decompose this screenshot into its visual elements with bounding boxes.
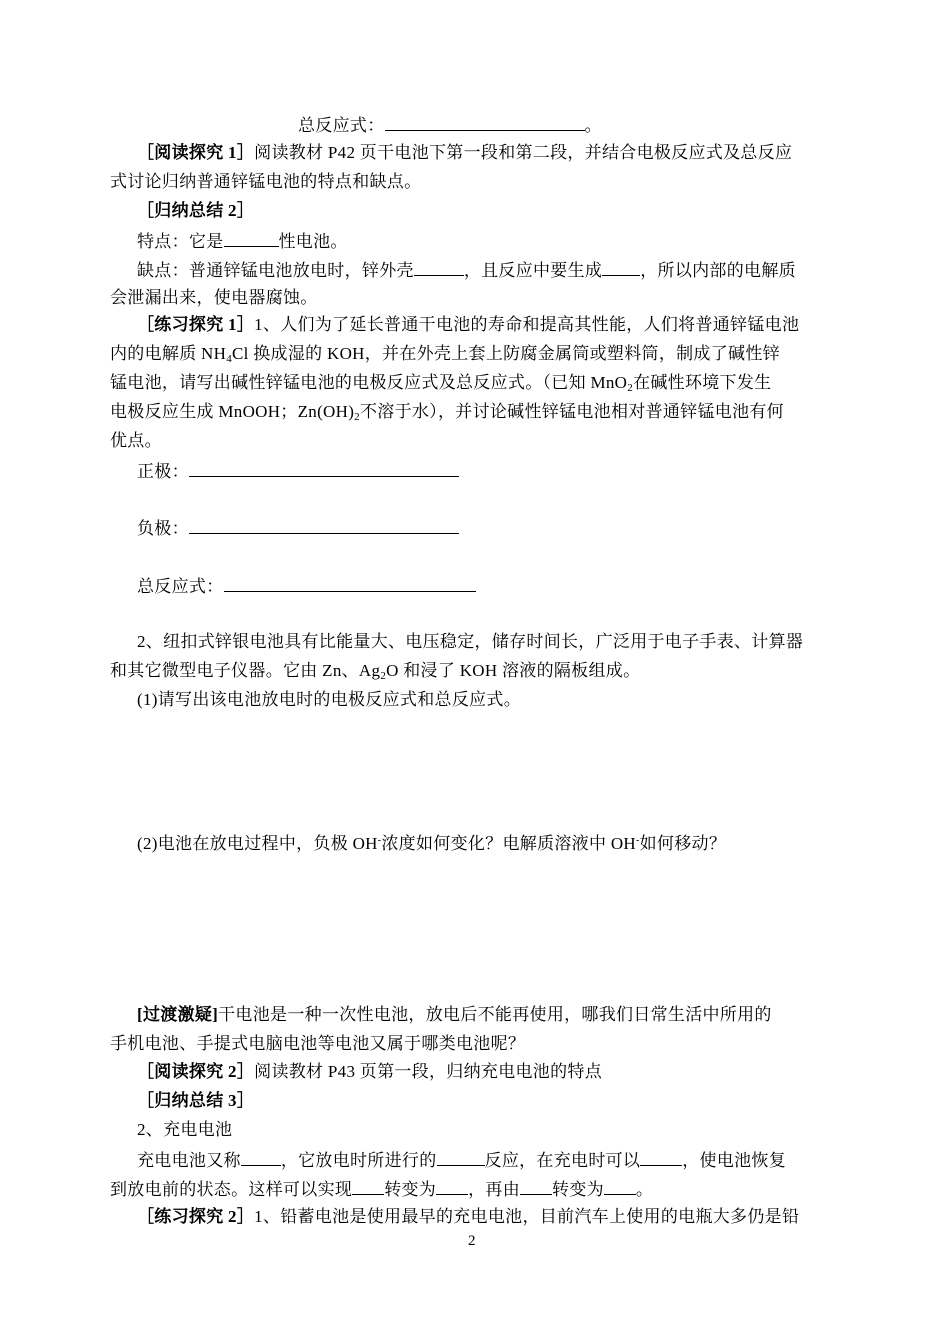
paragraph-line xyxy=(110,344,780,364)
paragraph-text: 1、人们为了延长普通干电池的寿命和提高其性能，人们将普通锌锰电池 xyxy=(254,315,800,334)
question-text: (1)请写出该电池放电时的电极反应式和总反应式。 xyxy=(137,690,522,709)
reading-inquiry-2 xyxy=(137,1062,602,1082)
text: O 和浸了 KOH 溶液的隔板组成。 xyxy=(386,661,641,680)
label: 负极： xyxy=(137,519,189,538)
answer-blank[interactable] xyxy=(414,259,464,276)
text: 。 xyxy=(635,1180,654,1199)
subscript: 4 xyxy=(226,353,233,365)
positive-electrode-line xyxy=(137,460,459,482)
subsection-heading: 2、充电电池 xyxy=(137,1120,233,1139)
section-heading: ［归纳总结 3］ xyxy=(137,1091,255,1110)
text: ，使电池恢复 xyxy=(682,1151,787,1170)
text: 反应，在充电时可以 xyxy=(484,1151,641,1170)
drawback-line xyxy=(137,259,796,281)
section-tag: [过渡激疑] xyxy=(137,1005,219,1024)
text: 充电电池又称 xyxy=(137,1151,241,1170)
paragraph-text: 2、纽扣式锌银电池具有比能量大、电压稳定，储存时间长，广泛用于电子手表、计算器 xyxy=(137,632,804,651)
text: 不溶于水），并讨论碱性锌锰电池相对普通锌锰电池有何 xyxy=(359,402,784,421)
text: 锰电池，请写出碱性锌锰电池的电极反应式及总反应式。（已知 MnO xyxy=(110,373,628,392)
answer-blank[interactable] xyxy=(189,460,459,477)
label: 总反应式： xyxy=(298,116,385,135)
practice-inquiry-2 xyxy=(137,1207,799,1227)
paragraph-text: 干电池是一种一次性电池，放电后不能再使用，哪我们日常生活中所用的 xyxy=(218,1005,772,1024)
answer-blank[interactable] xyxy=(224,230,279,247)
practice-inquiry-1 xyxy=(137,315,799,335)
page-number: 2 xyxy=(468,1233,476,1249)
answer-blank[interactable] xyxy=(640,1149,682,1166)
paragraph-line xyxy=(110,402,784,422)
reading-inquiry-1 xyxy=(137,143,792,163)
label: 总反应式： xyxy=(137,577,224,596)
superscript: - xyxy=(377,835,382,846)
rechargeable-fill-line-2 xyxy=(110,1178,653,1200)
section-tag: ［练习探究 2］ xyxy=(137,1207,255,1226)
section-tag: ［练习探究 1］ xyxy=(137,315,255,334)
answer-blank[interactable] xyxy=(436,1178,468,1195)
answer-blank[interactable] xyxy=(385,114,585,131)
subscript: 2 xyxy=(380,670,387,682)
text: 如何移动？ xyxy=(639,834,727,853)
text: 在碱性环境下发生 xyxy=(633,373,772,392)
paragraph-text: 阅读教材 P42 页干电池下第一段和第二段，并结合电极反应式及总反应 xyxy=(254,143,793,162)
section-tag: ［阅读探究 2］ xyxy=(137,1062,255,1081)
paragraph-text: 手机电池、手提式电脑电池等电池又属于哪类电池呢？ xyxy=(110,1034,526,1053)
label: 正极： xyxy=(137,462,189,481)
feature-line xyxy=(137,230,348,252)
text: 和其它微型电子仪器。它由 Zn、Ag xyxy=(110,661,381,680)
text: 到放电前的状态。这样可以实现 xyxy=(110,1180,353,1199)
subscript: 2 xyxy=(627,382,634,394)
paragraph-text: 1、铅蓄电池是使用最早的充电电池，目前汽车上使用的电瓶大多仍是铅 xyxy=(254,1207,800,1226)
label: ，所以内部的电解质 xyxy=(640,261,796,280)
answer-blank[interactable] xyxy=(520,1178,552,1195)
text: 电极反应生成 MnOOH；Zn(OH) xyxy=(110,402,355,421)
answer-blank[interactable] xyxy=(602,259,640,276)
answer-blank[interactable] xyxy=(241,1149,281,1166)
paragraph-text: 会泄漏出来，使电器腐蚀。 xyxy=(110,288,318,307)
question-text xyxy=(137,834,726,854)
answer-blank[interactable] xyxy=(437,1149,485,1166)
total-reaction-line-2 xyxy=(137,575,476,597)
text: 内的电解质 NH xyxy=(110,344,227,363)
answer-blank[interactable] xyxy=(352,1178,384,1195)
rechargeable-fill-line xyxy=(137,1149,786,1171)
label: 特点：它是 xyxy=(137,232,224,251)
total-reaction-line-1 xyxy=(298,114,602,136)
paragraph-text: 阅读教材 P43 页第一段，归纳充电电池的特点 xyxy=(254,1062,603,1081)
label: 。 xyxy=(584,116,602,135)
text: ，它放电时所进行的 xyxy=(280,1151,437,1170)
label: 缺点：普通锌锰电池放电时，锌外壳 xyxy=(137,261,414,280)
section-heading: ［归纳总结 2］ xyxy=(137,201,255,220)
text: Cl 换成湿的 KOH，并在外壳上套上防腐金属筒或塑料筒，制成了碱性锌 xyxy=(232,344,780,363)
answer-blank[interactable] xyxy=(189,517,459,534)
paragraph-line xyxy=(110,661,640,681)
text: 转变为 xyxy=(384,1180,437,1199)
subscript: 2 xyxy=(354,411,360,423)
text: 转变为 xyxy=(552,1180,604,1199)
text: ，再由 xyxy=(468,1180,521,1199)
negative-electrode-line xyxy=(137,517,459,539)
superscript: - xyxy=(635,835,640,846)
label: ，且反应中要生成 xyxy=(463,261,603,280)
paragraph-text: 优点。 xyxy=(110,431,162,450)
answer-blank[interactable] xyxy=(604,1178,636,1195)
paragraph-line xyxy=(110,373,771,393)
paragraph-text: 式讨论归纳普通锌锰电池的特点和缺点。 xyxy=(110,172,422,191)
text: (2)电池在放电过程中，负极 OH xyxy=(137,834,378,853)
text: 浓度如何变化？电解质溶液中 OH xyxy=(381,834,636,853)
label: 性电池。 xyxy=(278,232,348,251)
answer-blank[interactable] xyxy=(224,575,476,592)
section-tag: ［阅读探究 1］ xyxy=(137,143,255,162)
transition-question xyxy=(137,1005,772,1025)
